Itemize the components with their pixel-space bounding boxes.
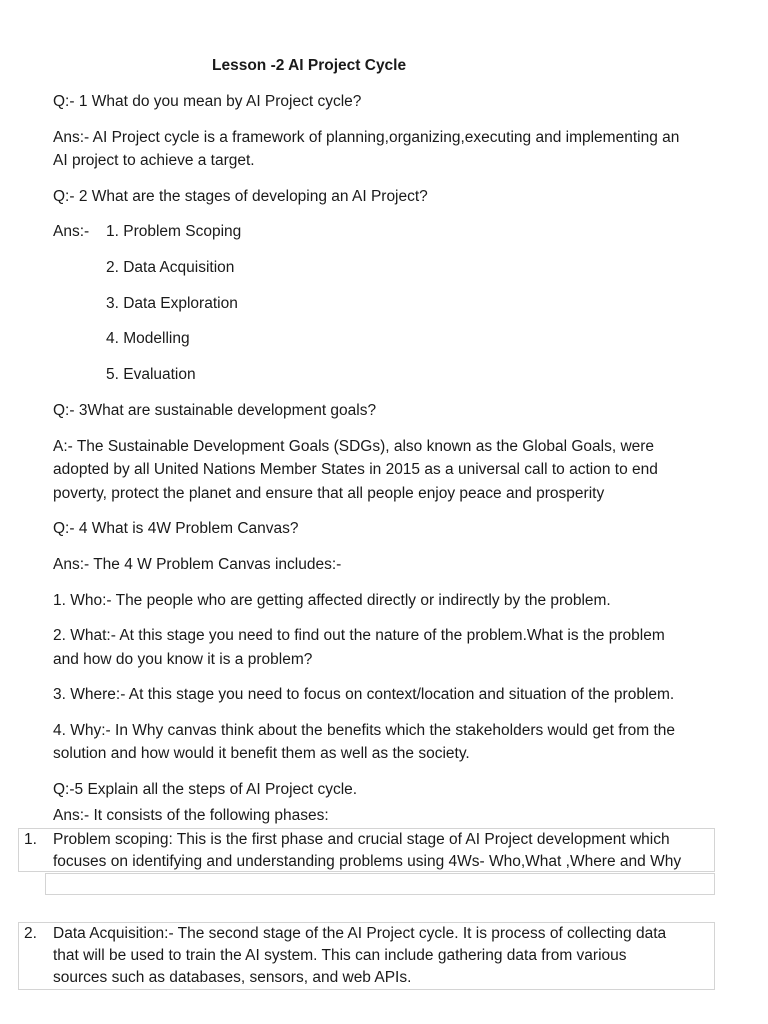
phase-1-line-1: Problem scoping: This is the first phase and crucial stage of AI Project development which: [53, 831, 670, 848]
phase-2-line-2: that will be used to train the AI system. This can include gathering data from various: [53, 947, 627, 964]
canvas-item-what-line-2: and how do you know it is a problem?: [53, 651, 313, 668]
answer-1-line-2: AI project to achieve a target.: [53, 152, 255, 169]
question-3: Q:- 3What are sustainable development goals?: [53, 402, 377, 419]
question-2: Q:- 2 What are the stages of developing an AI Project?: [53, 188, 428, 205]
phase-2-number: 2.: [24, 925, 37, 942]
answer-1-line-1: Ans:- AI Project cycle is a framework of planning,organizing,executing and implementing an: [53, 129, 680, 146]
canvas-item-what-line-1: 2. What:- At this stage you need to find out the nature of the problem.What is the problem: [53, 627, 665, 644]
canvas-item-where: 3. Where:- At this stage you need to focus on context/location and situation of the problem.: [53, 686, 675, 703]
stage-item: 1. Problem Scoping: [106, 223, 242, 240]
stage-item: 3. Data Exploration: [106, 295, 238, 312]
answer-5-intro: Ans:- It consists of the following phases:: [53, 807, 329, 824]
answer-3-line-2: adopted by all United Nations Member States in 2015 as a universal call to action to end: [53, 461, 658, 478]
empty-table-row: [45, 873, 715, 895]
answer-3-line-1: A:- The Sustainable Development Goals (SDGs), also known as the Global Goals, were: [53, 438, 655, 455]
stage-item: 5. Evaluation: [106, 366, 196, 383]
answer-4-intro: Ans:- The 4 W Problem Canvas includes:-: [53, 556, 342, 573]
canvas-item-why-line-1: 4. Why:- In Why canvas think about the benefits which the stakeholders would get from the: [53, 722, 676, 739]
question-5: Q:-5 Explain all the steps of AI Project cycle.: [53, 781, 358, 798]
answer-2-prefix: Ans:-: [53, 223, 90, 240]
phase-1-number: 1.: [24, 831, 37, 848]
stage-item: 2. Data Acquisition: [106, 259, 235, 276]
canvas-item-why-line-2: solution and how would it benefit them as well as the society.: [53, 745, 470, 762]
question-4: Q:- 4 What is 4W Problem Canvas?: [53, 520, 299, 537]
answer-3-line-3: poverty, protect the planet and ensure that all people enjoy peace and prosperity: [53, 485, 605, 502]
phase-2-line-1: Data Acquisition:- The second stage of the AI Project cycle. It is process of collecting data: [53, 925, 667, 942]
canvas-item-who: 1. Who:- The people who are getting affected directly or indirectly by the problem.: [53, 592, 611, 609]
page-title: Lesson -2 AI Project Cycle: [212, 57, 407, 74]
phase-2-line-3: sources such as databases, sensors, and web APIs.: [53, 969, 412, 986]
phase-1-line-2: focuses on identifying and understanding problems using 4Ws- Who,What ,Where and Why: [53, 853, 682, 870]
question-1: Q:- 1 What do you mean by AI Project cycle?: [53, 93, 362, 110]
stage-item: 4. Modelling: [106, 330, 190, 347]
